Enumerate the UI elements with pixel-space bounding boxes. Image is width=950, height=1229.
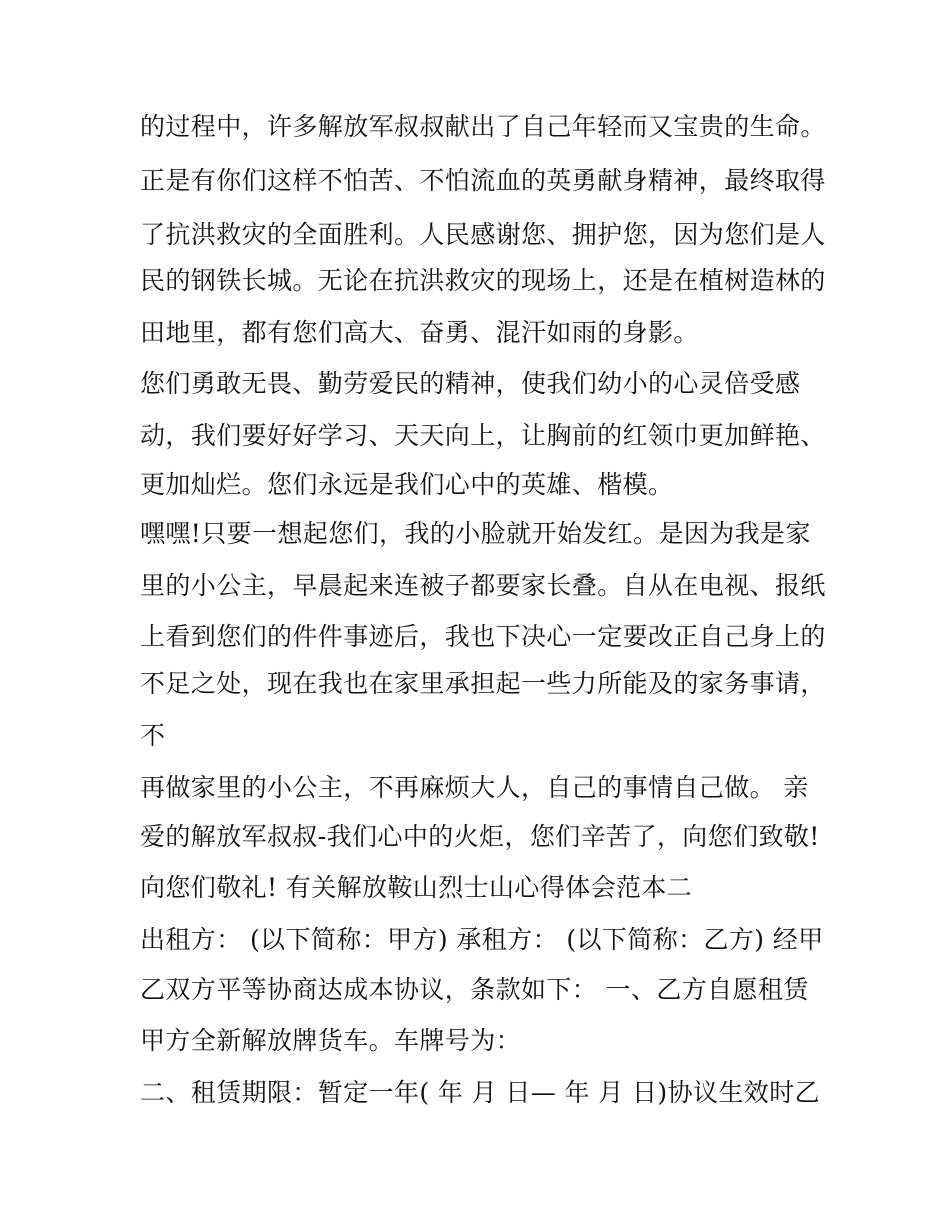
text-line: 爱的解放军叔叔-我们心中的火炬，您们辛苦了，向您们致敬!	[140, 822, 820, 851]
text-line: 田地里，都有您们高大、奋勇、混汗如雨的身影。	[140, 318, 699, 347]
text-line: 更加灿烂。您们永远是我们心中的英雄、楷模。	[140, 470, 674, 499]
text-line: 的过程中，许多解放军叔叔献出了自己年轻而又宝贵的生命。	[140, 112, 826, 141]
text-line: 再做家里的小公主，不再麻烦大人，自己的事情自己做。 亲	[140, 773, 809, 802]
text-line: 民的钢铁长城。无论在抗洪救灾的现场上，还是在植树造林的	[140, 266, 826, 295]
text-line: 二、租赁期限：暂定一年( 年 月 日— 年 月 日)协议生效时乙	[140, 1078, 820, 1107]
text-line: 上看到您们的件件事迹后，我也下决心一定要改正自己身上的	[140, 622, 826, 651]
text-line: 不	[140, 721, 166, 750]
text-line: 出租方： (以下简称：甲方) 承租方： (以下简称：乙方) 经甲	[140, 925, 824, 954]
text-line: 甲方全新解放牌货车。车牌号为：	[140, 1026, 522, 1055]
text-line: 您们勇敢无畏、勤劳爱民的精神，使我们幼小的心灵倍受感	[140, 369, 801, 398]
text-line: 正是有你们这样不怕苦、不怕流血的英勇献身精神，最终取得	[140, 166, 826, 195]
text-line: 了抗洪救灾的全面胜利。人民感谢您、拥护您，因为您们是人	[140, 220, 826, 249]
text-line: 里的小公主，早晨起来连被子都要家长叠。自从在电视、报纸	[140, 571, 826, 600]
text-line: 嘿嘿!只要一想起您们，我的小脸就开始发红。是因为我是家	[140, 519, 811, 548]
text-line: 乙双方平等协商达成本协议，条款如下： 一、乙方自愿租赁	[140, 975, 809, 1004]
text-line: 不足之处，现在我也在家里承担起一些力所能及的家务事请，	[140, 669, 826, 698]
text-line: 向您们敬礼! 有关解放鞍山烈士山心得体会范本二	[140, 873, 693, 902]
text-line: 动，我们要好好学习、天天向上，让胸前的红领巾更加鲜艳、	[140, 421, 826, 450]
